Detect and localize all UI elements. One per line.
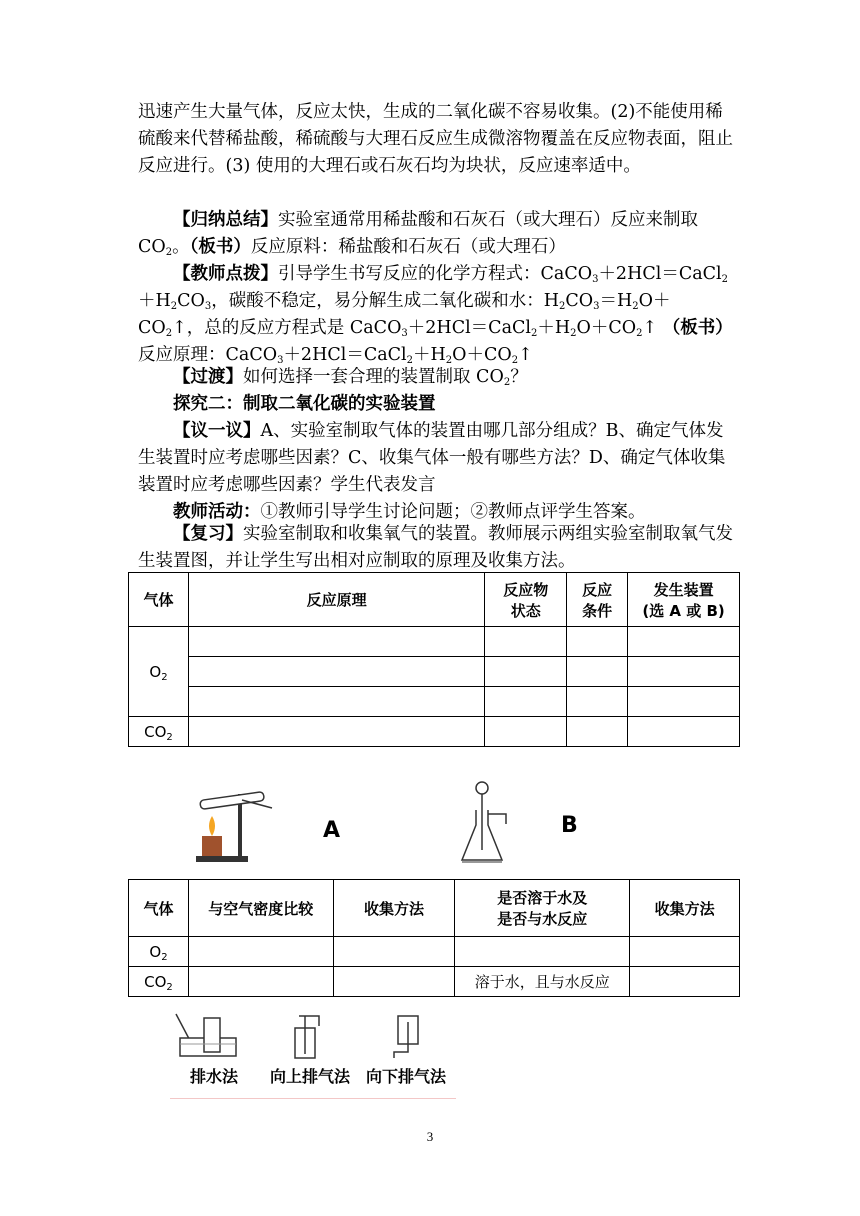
summary-heading: 【归纳总结】 <box>173 210 278 230</box>
gas-label: CO <box>144 722 167 741</box>
equation-text: ↑ <box>518 345 533 365</box>
subscript: 2 <box>166 981 173 993</box>
water-displacement-illustration <box>172 1012 242 1060</box>
header-line: 反应物 <box>503 580 549 599</box>
upward-air-displacement-illustration <box>289 1014 329 1060</box>
activity-text: ①教师引导学生讨论问题；②教师点评学生答案。 <box>260 502 646 522</box>
gas-label: O <box>149 662 162 681</box>
table-cell[interactable] <box>567 627 628 657</box>
gas-o2-cell <box>129 627 189 717</box>
discuss-text: A、实验室制取气体的装置由哪几部分组成？B、确定气体发生装置时应考虑哪些因素？C、收集气体一般有哪些方法？D、确定气体收集装置时应考虑哪些因素？学生代表发言 <box>138 421 726 495</box>
header-solubility <box>455 880 630 937</box>
equation-text: ＝H <box>599 291 633 311</box>
header-principle: 反应原理 <box>188 573 484 627</box>
paragraph-review <box>138 521 734 575</box>
test-tube <box>200 792 265 810</box>
paragraph-transition <box>138 364 734 391</box>
equation-text: ↑，总的反应方程式是 CaCO <box>172 318 402 338</box>
outlet-tube <box>488 814 506 824</box>
equation-text: O＋CO <box>452 345 512 365</box>
table-cell[interactable] <box>333 967 455 997</box>
table-cell[interactable] <box>567 657 628 687</box>
table-cell[interactable] <box>630 937 740 967</box>
subscript: 2 <box>531 328 538 339</box>
table-cell[interactable] <box>455 937 630 967</box>
header-line: 是否与水反应 <box>497 910 588 928</box>
header-line: 发生装置 <box>653 580 714 599</box>
table-header-row <box>129 573 740 627</box>
apparatus-a-label: A <box>323 818 341 843</box>
table-cell[interactable] <box>628 687 740 717</box>
table-cell[interactable] <box>188 627 484 657</box>
header-line: 是否溶于水及 <box>497 889 588 907</box>
header-method: 收集方法 <box>333 880 455 937</box>
transition-heading: 【过渡】 <box>173 367 243 387</box>
reaction-table <box>128 572 740 747</box>
subscript: 2 <box>166 731 173 743</box>
teacher-tip-heading: 【教师点拨】 <box>173 264 278 284</box>
header-method: 收集方法 <box>630 880 740 937</box>
subscript: 3 <box>592 274 599 285</box>
subscript: 2 <box>170 301 178 312</box>
equation-text: ＋2HCl＝CaCl <box>407 318 531 338</box>
table-cell[interactable] <box>628 627 740 657</box>
gas-jar <box>204 1018 220 1052</box>
table-cell[interactable] <box>485 717 567 747</box>
paragraph-explore-heading <box>138 391 734 418</box>
gas-label: O <box>149 942 162 961</box>
table-row <box>129 937 740 967</box>
table-cell[interactable] <box>485 627 567 657</box>
water-displacement-label: 排水法 <box>190 1067 239 1086</box>
equation-text: ＋H <box>138 291 171 311</box>
paragraph-summary <box>138 207 734 261</box>
table-row <box>129 687 740 717</box>
activity-heading: 教师活动： <box>173 502 261 522</box>
board-note: （板书） <box>189 237 251 257</box>
header-condition <box>567 573 628 627</box>
table-cell[interactable] <box>628 657 740 687</box>
equation-text: ＋2HCl＝CaCl <box>598 264 722 284</box>
review-text: 实验室制取和收集氧气的装置。教师展示两组实验室制取氧气发生装置图，并让学生写出相对应制取的原理及收集方法。 <box>138 524 733 571</box>
header-state <box>485 573 567 627</box>
subscript: 2 <box>632 301 639 312</box>
gas-co2-cell <box>129 967 189 997</box>
gas-co2-cell <box>129 717 189 747</box>
board-note: （板书） <box>662 318 733 338</box>
header-line: 状态 <box>510 601 541 620</box>
subscript: 2 <box>570 328 577 339</box>
subscript: 2 <box>511 355 519 366</box>
subscript: 2 <box>445 355 453 366</box>
equation-text: ＋2HCl＝CaCl <box>283 345 407 365</box>
flame <box>209 816 215 836</box>
header-gas: 气体 <box>129 573 189 627</box>
paragraph-teacher-tip <box>138 261 734 369</box>
equation-text: CO <box>565 291 594 311</box>
table-cell[interactable] <box>188 937 333 967</box>
page-number: 3 <box>426 1129 434 1144</box>
table-cell[interactable] <box>630 967 740 997</box>
header-line: 条件 <box>582 601 613 620</box>
table-row <box>129 627 740 657</box>
table-cell[interactable] <box>485 687 567 717</box>
subscript: 3 <box>593 301 600 312</box>
paragraph-discuss <box>138 418 734 499</box>
subscript: 3 <box>401 328 408 339</box>
table-cell[interactable] <box>567 717 628 747</box>
subscript: 2 <box>165 247 173 258</box>
header-line: (选 A 或 B) <box>642 601 725 620</box>
equation-text: CO <box>177 291 205 311</box>
subscript: 2 <box>406 355 414 366</box>
table-row <box>129 657 740 687</box>
explore-heading: 探究二：制取二氧化碳的实验装置 <box>173 394 436 414</box>
apparatus-a-illustration <box>188 786 278 866</box>
header-density: 与空气密度比较 <box>188 880 333 937</box>
equation-text: ＋H <box>413 345 446 365</box>
gas-label: CO <box>144 972 167 991</box>
collection-table <box>128 879 740 997</box>
alcohol-lamp <box>202 836 222 856</box>
table-row <box>129 967 740 997</box>
table-cell[interactable] <box>188 657 484 687</box>
subscript: 3 <box>277 355 284 366</box>
table-cell[interactable] <box>188 717 484 747</box>
summary-text: 实验室通常用稀盐酸和石灰石（或大理石）反应来制取 CO <box>138 210 698 257</box>
paragraph-text: 迅速产生大量气体，反应太快，生成的二氧化碳不容易收集。(2)不能使用稀硫酸来代替稀盐酸，稀硫酸与大理石反应生成微溶物覆盖在反应物表面，阻止反应进行。(3) 使用的大理石或石灰石均为块状，反应速率适中。 <box>138 102 733 176</box>
table-cell[interactable] <box>188 967 333 997</box>
subscript: 2 <box>721 274 729 285</box>
table-cell[interactable] <box>485 657 567 687</box>
review-heading: 【复习】 <box>173 524 243 544</box>
table-cell[interactable] <box>567 687 628 717</box>
table-cell[interactable] <box>333 937 455 967</box>
image-border-line <box>170 1098 456 1099</box>
subscript: 2 <box>559 301 566 312</box>
funnel-bulb <box>476 782 488 794</box>
subscript: 3 <box>204 301 212 312</box>
subscript: 2 <box>503 377 511 388</box>
subscript: 2 <box>165 328 173 339</box>
co2-solubility-cell: 溶于水，且与水反应 <box>455 967 630 997</box>
delivery-tube <box>299 1016 319 1026</box>
equation-text: ，碳酸不稳定，易分解生成二氧化碳和水：H <box>211 291 560 311</box>
table-header-row <box>129 880 740 937</box>
summary-text: 反应原料：稀盐酸和石灰石（或大理石） <box>250 237 566 257</box>
equation-text: ↑ <box>642 318 663 338</box>
upward-displacement-label: 向上排气法 <box>270 1067 351 1086</box>
apparatus-b-illustration <box>456 780 516 866</box>
subscript: 2 <box>161 951 168 963</box>
table-row <box>129 717 740 747</box>
table-cell[interactable] <box>188 687 484 717</box>
downward-displacement-label: 向下排气法 <box>366 1067 447 1086</box>
subscript: 2 <box>161 671 168 683</box>
apparatus-b-label: B <box>561 813 578 838</box>
equation-text: O＋CO <box>576 318 637 338</box>
header-apparatus <box>628 573 740 627</box>
equation-text: 引导学生书写反应的化学方程式：CaCO <box>278 264 593 284</box>
discuss-heading: 【议一议】 <box>173 421 261 441</box>
equation-text: O＋CO <box>138 291 671 338</box>
equation-text: 反应原理：CaCO <box>138 345 278 365</box>
summary-text: 。 <box>172 237 190 257</box>
header-gas: 气体 <box>129 880 189 937</box>
table-cell[interactable] <box>628 717 740 747</box>
header-line: 反应 <box>582 580 613 599</box>
transition-text: ？ <box>510 367 528 387</box>
downward-air-displacement-illustration <box>390 1014 430 1060</box>
gas-o2-cell <box>129 937 189 967</box>
paragraph-continuation <box>138 99 734 180</box>
transition-text: 如何选择一套合理的装置制取 CO <box>243 367 504 387</box>
subscript: 2 <box>636 328 643 339</box>
equation-text: ＋H <box>537 318 571 338</box>
